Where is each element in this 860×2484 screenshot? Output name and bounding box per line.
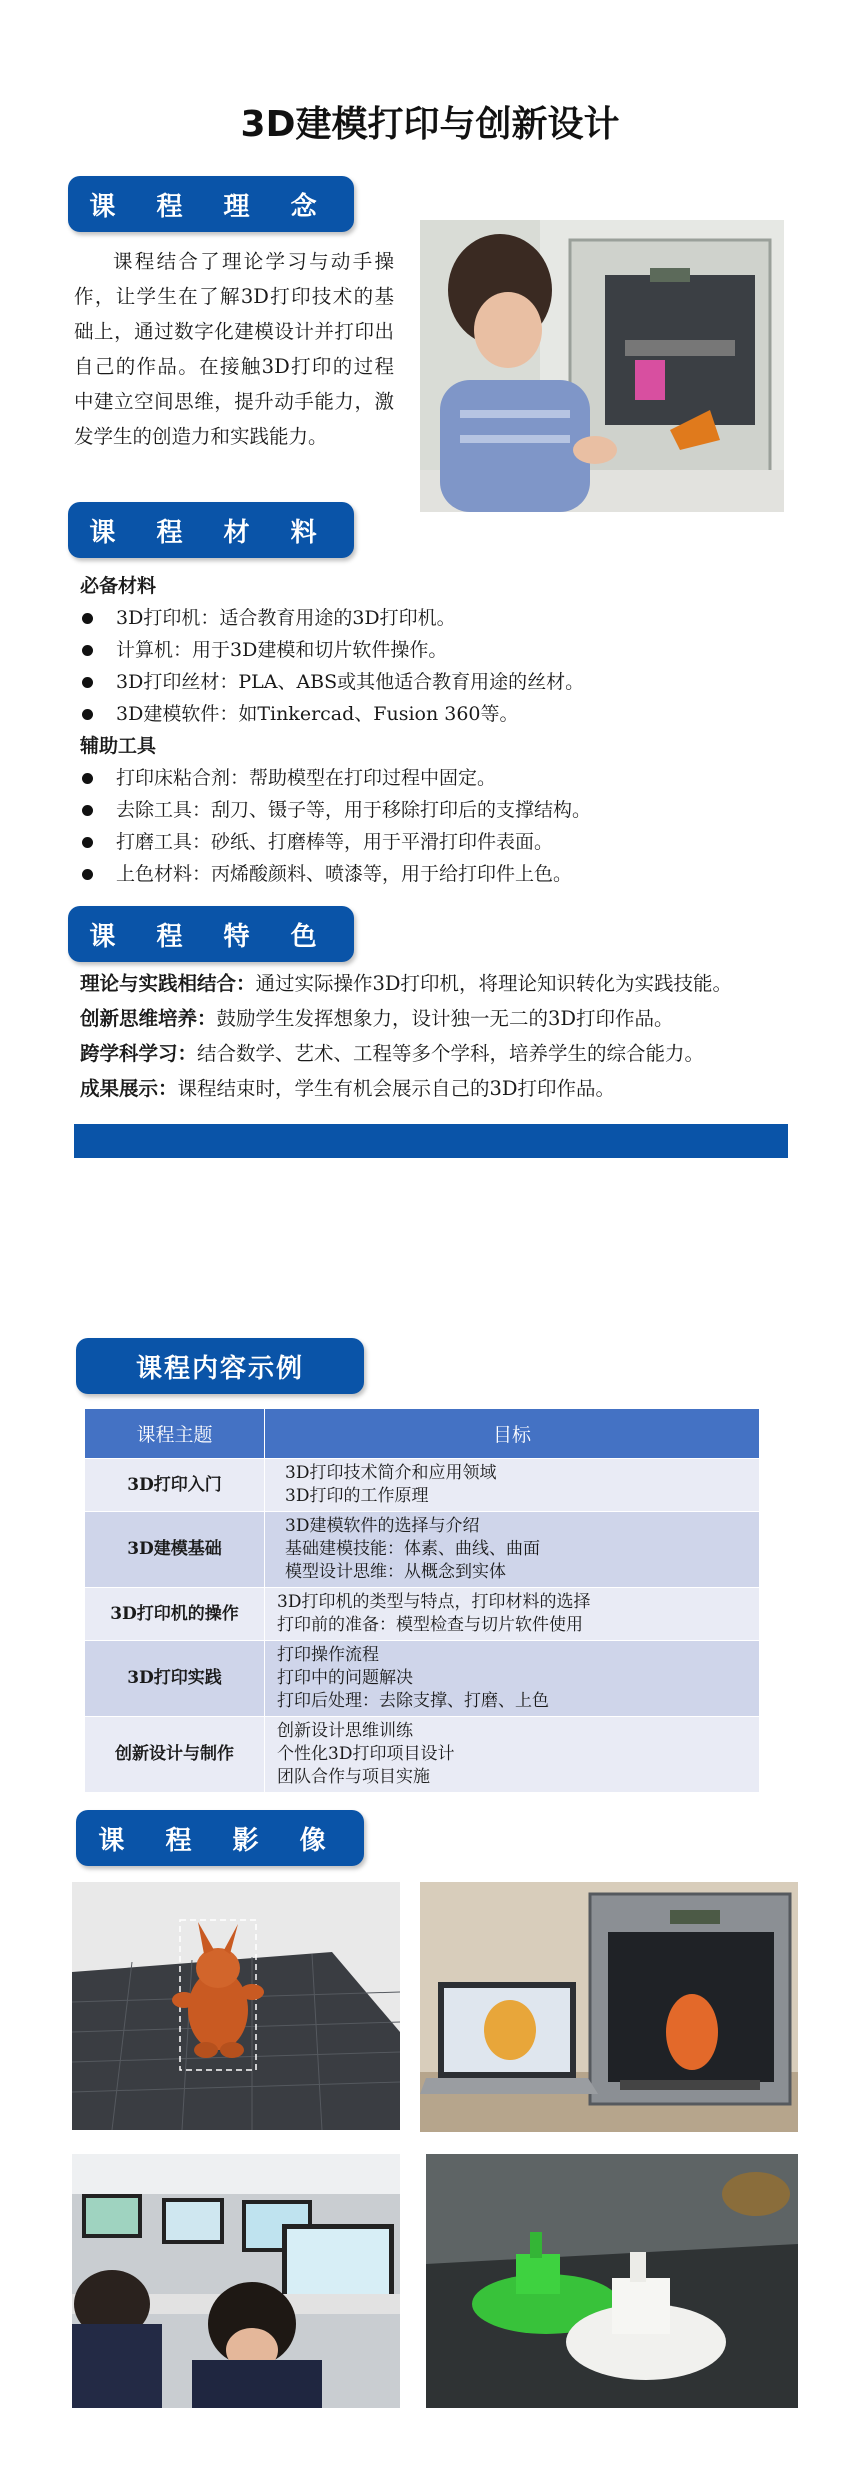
bullet-icon [82, 773, 93, 784]
list-item: 打磨工具：砂纸、打磨棒等，用于平滑打印件表面。 [80, 826, 820, 858]
table-cell-goals: 3D打印技术简介和应用领域 3D打印的工作原理 [265, 1459, 760, 1512]
table-cell-topic: 3D建模基础 [85, 1512, 265, 1588]
bullet-icon [82, 613, 93, 624]
concept-paragraph: 课程结合了理论学习与动手操作，让学生在了解3D打印技术的基础上，通过数字化建模设计并打印出自己的作品。在接触3D打印的过程中建立空间思维，提升动手能力，激发学生的创造力和实践能力。 [74, 250, 394, 448]
divider-bar [74, 1124, 788, 1158]
section-badge-concept: 课 程 理 念 [68, 176, 354, 232]
table-header-goal: 目标 [265, 1409, 760, 1459]
bullet-icon [82, 645, 93, 656]
table-cell-goals: 3D建模软件的选择与介绍 基础建模技能：体素、曲线、曲面 模型设计思维：从概念到实体 [265, 1512, 760, 1588]
photo-printed-boats [426, 2154, 798, 2408]
list-item: 3D建模软件：如Tinkercad、Fusion 360等。 [80, 698, 820, 730]
table-row [85, 1588, 760, 1641]
table-row [85, 1512, 760, 1588]
auxiliary-tools-title: 辅助工具 [80, 735, 157, 757]
list-item: 去除工具：刮刀、镊子等，用于移除打印后的支撑结构。 [80, 794, 820, 826]
section-badge-materials: 课 程 材 料 [68, 502, 354, 558]
list-item: 3D打印机：适合教育用途的3D打印机。 [80, 602, 820, 634]
table-cell-goals: 创新设计思维训练 个性化3D打印项目设计 团队合作与项目实施 [265, 1717, 760, 1793]
table-row [85, 1641, 760, 1717]
photo-students-at-computers [72, 2154, 400, 2408]
section-badge-features: 课 程 特 色 [68, 906, 354, 962]
table-row [85, 1459, 760, 1512]
feature-item: 创新思维培养：鼓励学生发挥想象力，设计独一无二的3D打印作品。 [80, 1007, 674, 1030]
table-cell-topic: 3D打印实践 [85, 1641, 265, 1717]
list-item: 上色材料：丙烯酸颜料、喷漆等，用于给打印件上色。 [80, 858, 820, 890]
page-title: 3D建模打印与创新设计 [240, 104, 620, 145]
section-badge-examples: 课程内容示例 [76, 1338, 364, 1394]
table-cell-topic: 3D打印机的操作 [85, 1588, 265, 1641]
bullet-icon [82, 869, 93, 880]
table-header-topic: 课程主题 [85, 1409, 265, 1459]
list-item: 3D打印丝材：PLA、ABS或其他适合教育用途的丝材。 [80, 666, 820, 698]
features-list [80, 966, 840, 1106]
list-item: 打印床粘合剂：帮助模型在打印过程中固定。 [80, 762, 820, 794]
list-item: 计算机：用于3D建模和切片软件操作。 [80, 634, 820, 666]
bullet-icon [82, 677, 93, 688]
materials-list [80, 570, 820, 890]
table-cell-topic: 创新设计与制作 [85, 1717, 265, 1793]
table-cell-topic: 3D打印入门 [85, 1459, 265, 1512]
required-materials-title: 必备材料 [80, 575, 157, 597]
course-content-table [84, 1408, 760, 1793]
photo-child-with-printer [420, 220, 784, 512]
section-badge-gallery: 课 程 影 像 [76, 1810, 364, 1866]
table-cell-goals: 3D打印机的类型与特点，打印材料的选择 打印前的准备：模型检查与切片软件使用 [265, 1588, 760, 1641]
bullet-icon [82, 837, 93, 848]
feature-item: 理论与实践相结合：通过实际操作3D打印机，将理论知识转化为实践技能。 [80, 972, 733, 995]
photo-3d-model-render [72, 1882, 400, 2130]
feature-item: 成果展示：课程结束时，学生有机会展示自己的3D打印作品。 [80, 1077, 616, 1100]
feature-item: 跨学科学习：结合数学、艺术、工程等多个学科，培养学生的综合能力。 [80, 1042, 705, 1065]
photo-printer-and-laptop [420, 1882, 798, 2132]
bullet-icon [82, 709, 93, 720]
table-row [85, 1717, 760, 1793]
bullet-icon [82, 805, 93, 816]
table-cell-goals: 打印操作流程 打印中的问题解决 打印后处理：去除支撑、打磨、上色 [265, 1641, 760, 1717]
